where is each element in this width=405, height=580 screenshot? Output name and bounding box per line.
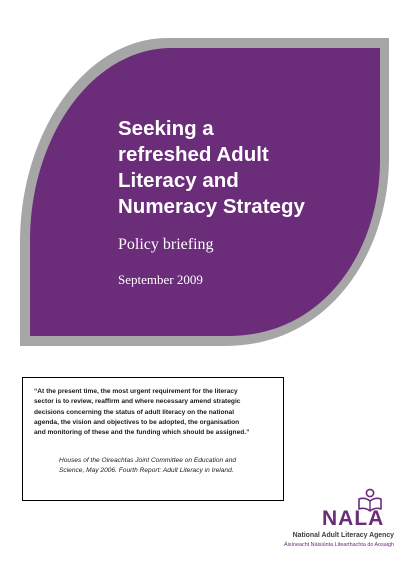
quote-text xyxy=(34,387,286,438)
title-line: Numeracy Strategy xyxy=(118,195,305,218)
publication-date: September 2009 xyxy=(118,272,203,287)
page-title xyxy=(118,116,368,220)
quote-source-line: Science, May 2006. Fourth Report: Adult Literacy in Ireland. xyxy=(59,467,234,475)
title-line: Seeking a xyxy=(118,117,214,140)
quote-line: decisions concerning the status of adult literacy on the national xyxy=(34,408,235,416)
quote-source-line: Houses of the Oireachtas Joint Committee on Education and xyxy=(59,457,237,464)
quote-source xyxy=(59,456,279,477)
quote-box xyxy=(22,377,284,501)
quote-line: “At the present time, the most urgent requirement for the literacy xyxy=(34,388,238,395)
quote-line: agenda, the vision and objectives to be adopted, the organisation xyxy=(34,418,240,426)
quote-line: sector is to review, reaffirm and where necessary amend strategic xyxy=(34,398,241,406)
subtitle: Policy briefing xyxy=(118,236,214,253)
title-line: refreshed Adult xyxy=(118,143,269,166)
quote-line: and monitoring of these and the funding which should be assigned.” xyxy=(34,429,250,437)
logo-wordmark: NALA xyxy=(322,507,385,530)
organisation-name-irish: Áisíneacht Náisiúnta Litearthachta do Aosaigh xyxy=(284,542,394,548)
organisation-name: National Adult Literacy Agency xyxy=(292,532,394,539)
title-line: Literacy and xyxy=(118,169,239,192)
